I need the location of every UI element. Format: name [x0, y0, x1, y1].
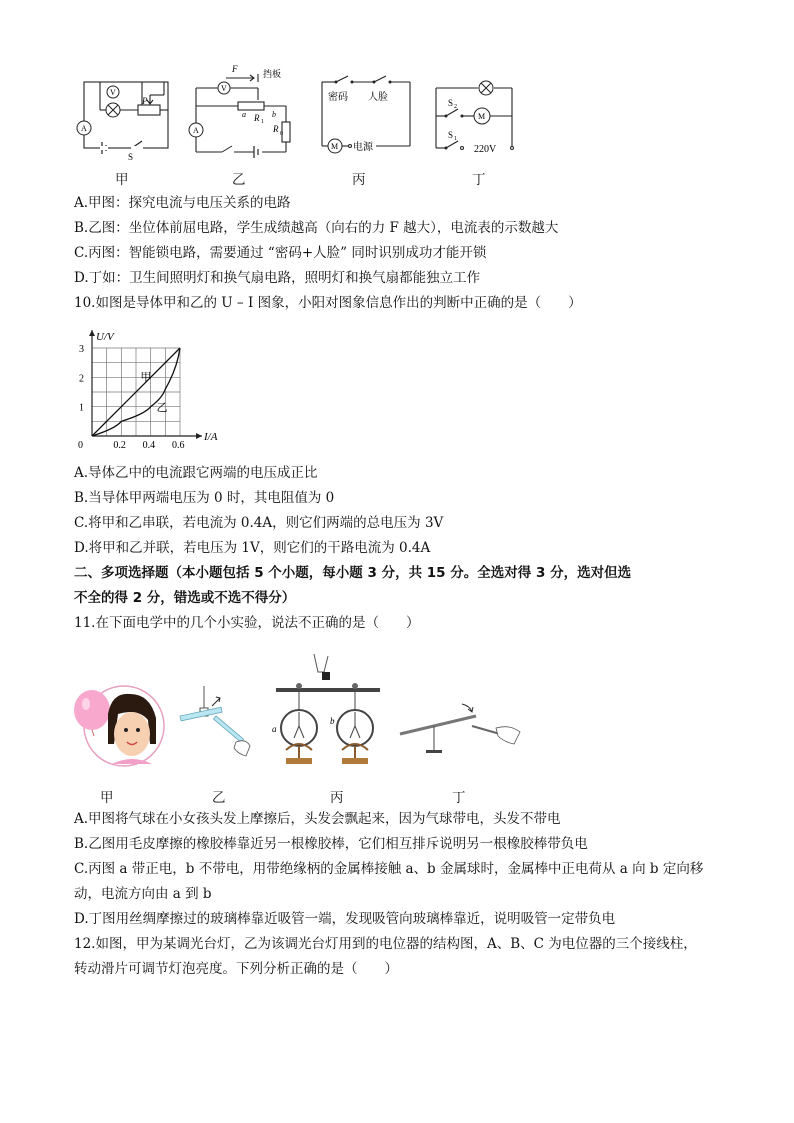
svg-text:220V: 220V [474, 144, 497, 155]
svg-text:A: A [81, 124, 87, 133]
svg-text:电源: 电源 [353, 142, 373, 153]
y-tick-label: 2 [79, 373, 84, 385]
q9-caption-jia: 甲 [115, 172, 129, 188]
y-axis-arrow [89, 330, 95, 336]
q9-figure-bing [316, 74, 416, 160]
q10-option-c: C.将甲和乙串联，若电流为 0.4A，则它们两端的总电压为 3V [74, 515, 444, 531]
q9-caption-bing: 丙 [352, 172, 366, 188]
x-axis-arrow [196, 433, 202, 439]
svg-text:V: V [110, 88, 116, 97]
origin-label: 0 [78, 440, 83, 451]
x-axis-label: I/A [204, 431, 218, 443]
q10-option-a: A.导体乙中的电流跟它两端的电压成正比 [74, 465, 318, 481]
q10-option-d: D.将甲和乙并联，若电压为 1V，则它们的干路电流为 0.4A [74, 540, 431, 556]
q11-stem: 11.在下面电学中的几个小实验，说法不正确的是（ ） [74, 615, 420, 631]
section2-heading-line1: 二、多项选择题（本小题包括 5 个小题，每小题 3 分，共 15 分。全选对得 3 分，选对但选 [74, 565, 632, 581]
q9-option-c: C.丙图：智能锁电路，需要通过 “密码+人脸” 同时识别成功才能开锁 [74, 245, 487, 261]
y-axis-label: U/V [96, 331, 114, 343]
q9-option-b: B.乙图：坐位体前屈电路，学生成绩越高（向右的力 F 越大），电流表的示数越大 [74, 220, 559, 236]
svg-text:人脸: 人脸 [368, 92, 388, 103]
q11-option-a: A.甲图将气球在小女孩头发上摩擦后，头发会飘起来，因为气球带电，头发不带电 [74, 811, 561, 827]
svg-text:M: M [478, 112, 486, 121]
q11-caption-yi: 乙 [212, 790, 226, 806]
q10-stem: 10.如图是导体甲和乙的 U – I 图象，小阳对图象信息作出的判断中正确的是（ ） [74, 295, 582, 311]
q11-figure-bing-electroscopes [266, 650, 386, 770]
y-tick-label: 3 [79, 344, 84, 355]
q9-option-a: A.甲图：探究电流与电压关系的电路 [74, 195, 291, 211]
q11-option-c-line2: 动，电流方向由 a 到 b [74, 886, 212, 902]
ui-graph [72, 322, 242, 454]
q11-figure-ding-straw [396, 696, 526, 762]
q9-option-d: D.丁如：卫生间照明灯和换气扇电路，照明灯和换气扇都能独立工作 [74, 270, 481, 286]
svg-text:S: S [128, 152, 134, 162]
svg-text:0: 0 [280, 131, 283, 137]
q11-figure-yi-rods [176, 686, 256, 766]
svg-text:R: R [273, 124, 279, 134]
y-tick-label: 1 [79, 402, 84, 414]
svg-text:1: 1 [454, 136, 457, 142]
svg-text:F: F [232, 64, 238, 74]
svg-text:密码: 密码 [328, 92, 348, 103]
q11-option-d: D.丁图用丝绸摩擦过的玻璃棒靠近吸管一端，发现吸管向玻璃棒靠近，说明吸管一定带负电 [74, 911, 616, 927]
svg-text:1: 1 [261, 119, 264, 125]
q12-stem-line2: 转动滑片可调节灯泡亮度。下列分析正确的是（ ） [74, 961, 398, 977]
q11-caption-jia: 甲 [100, 790, 114, 806]
q9-caption-ding: 丁 [472, 172, 486, 188]
svg-text:A: A [193, 126, 199, 135]
series-label-jia: 甲 [140, 371, 152, 384]
svg-text:a: a [242, 110, 246, 119]
svg-text:R: R [254, 113, 260, 123]
svg-text:b: b [272, 110, 276, 119]
svg-text:V: V [221, 84, 227, 93]
x-tick-label: 0.2 [113, 440, 126, 451]
q9-figure-ding [432, 76, 532, 160]
x-tick-label: 0.6 [172, 440, 185, 451]
section2-heading-line2: 不全的得 2 分，错选或不选不得分） [74, 590, 296, 606]
q11-option-c-line1: C.丙图 a 带正电，b 不带电，用带绝缘柄的金属棒接触 a、b 金属球时，金属棒中正电荷从 a 向 b 定向移 [74, 861, 704, 877]
svg-text:S: S [448, 130, 454, 140]
q11-figure-jia-balloon-girl [72, 684, 168, 770]
svg-text:S: S [448, 98, 454, 108]
svg-text:挡板: 挡板 [263, 69, 282, 79]
x-tick-label: 0.4 [142, 440, 156, 451]
q12-stem-line1: 12.如图，甲为某调光台灯，乙为该调光台灯用到的电位器的结构图，A、B、C 为电位器的三个接线柱， [74, 936, 697, 952]
q9-figure-yi [186, 60, 296, 160]
q10-option-b: B.当导体甲两端电压为 0 时，其电阻值为 0 [74, 490, 335, 506]
svg-text:M: M [331, 142, 339, 151]
q9-figure-jia [72, 70, 172, 160]
svg-text:P: P [142, 96, 148, 106]
series-label-yi: 乙 [156, 402, 168, 415]
svg-text:2: 2 [454, 104, 457, 110]
q11-caption-ding: 丁 [452, 790, 466, 806]
q9-caption-yi: 乙 [232, 172, 246, 188]
q11-option-b: B.乙图用毛皮摩擦的橡胶棒靠近另一根橡胶棒，它们相互排斥说明另一根橡胶棒带负电 [74, 836, 588, 852]
q11-caption-bing: 丙 [330, 790, 344, 806]
svg-text:b: b [330, 716, 335, 726]
svg-text:a: a [272, 724, 277, 734]
